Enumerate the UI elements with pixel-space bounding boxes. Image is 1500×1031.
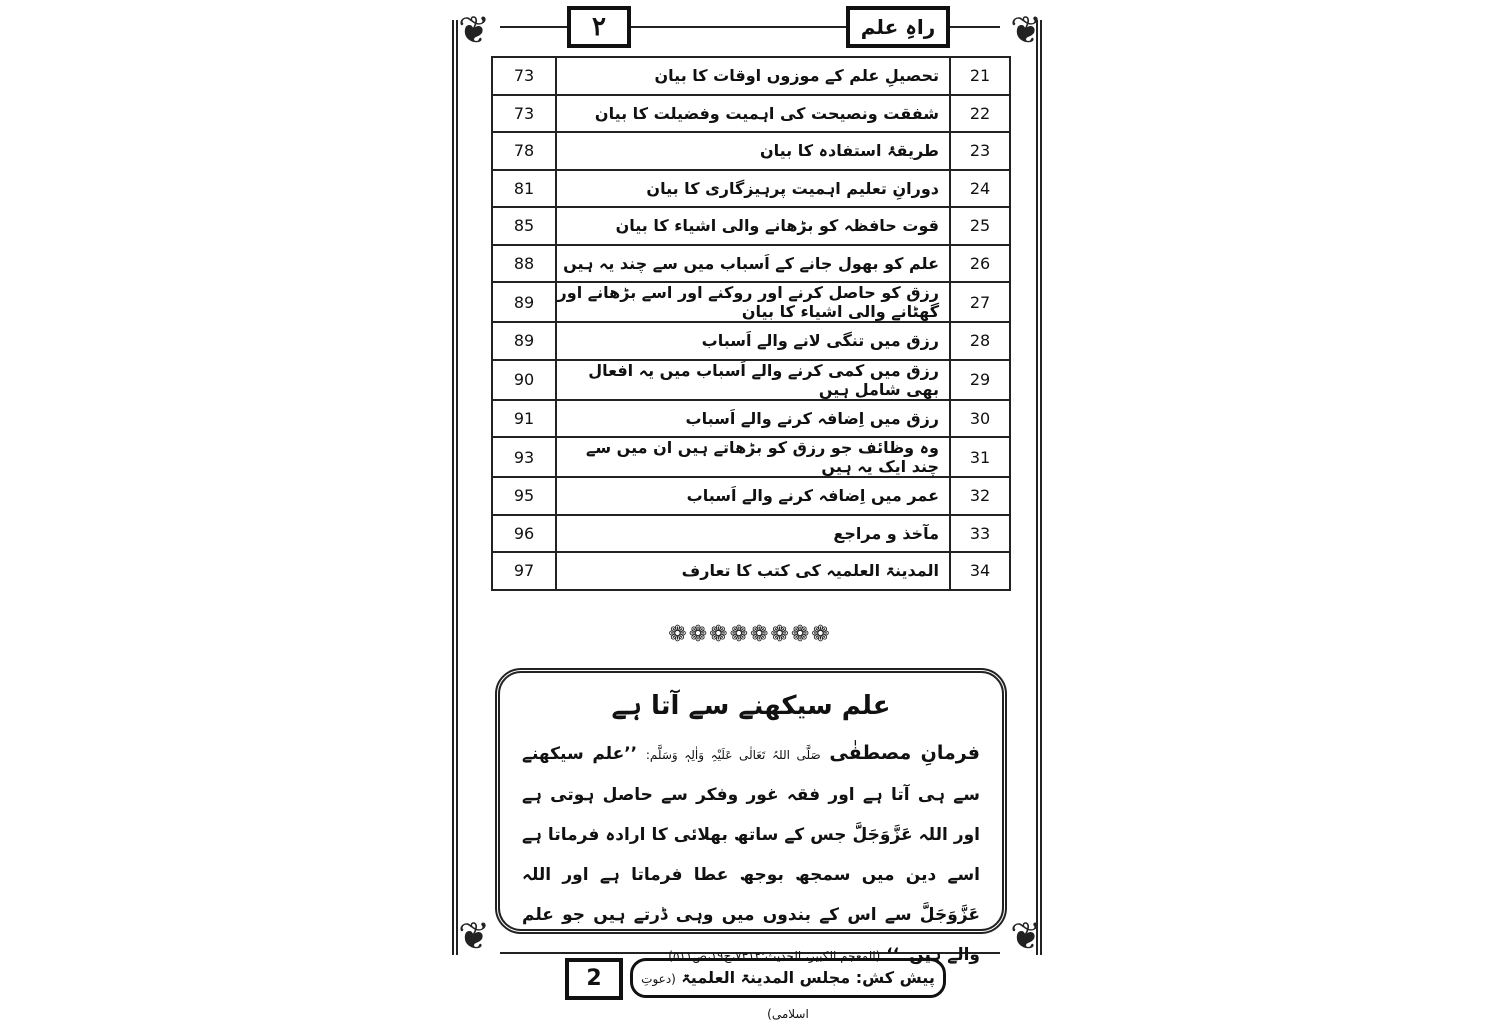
header-book-title: راہِ علم bbox=[846, 6, 950, 48]
toc-entry-number: 24 bbox=[950, 170, 1010, 208]
book-page bbox=[440, 0, 1060, 1021]
toc-row bbox=[492, 207, 1010, 245]
toc-row bbox=[492, 57, 1010, 95]
table-of-contents bbox=[491, 56, 1011, 591]
toc-entry-number: 33 bbox=[950, 515, 1010, 553]
toc-entry-title: المدینۃ العلمیہ کی کتب کا تعارف bbox=[556, 552, 950, 590]
toc-row bbox=[492, 170, 1010, 208]
hadith-lead: فرمانِ مصطفٰی bbox=[829, 742, 980, 764]
toc-entry-title: شفقت ونصیحت کی اہمیت وفضیلت کا بیان bbox=[556, 95, 950, 133]
toc-row bbox=[492, 360, 1010, 400]
toc-entry-title: تحصیلِ علم کے موزوں اوقات کا بیان bbox=[556, 57, 950, 95]
toc-page-number: 81 bbox=[492, 170, 556, 208]
toc-page-number: 90 bbox=[492, 360, 556, 400]
corner-ornament-icon: ❦ bbox=[1010, 8, 1042, 52]
toc-page-number: 85 bbox=[492, 207, 556, 245]
toc-entry-number: 30 bbox=[950, 400, 1010, 438]
toc-entry-number: 32 bbox=[950, 477, 1010, 515]
toc-row bbox=[492, 552, 1010, 590]
toc-entry-title: قوت حافظہ کو بڑھانے والی اشیاء کا بیان bbox=[556, 207, 950, 245]
toc-entry-title: رزق میں تنگی لانے والے اَسباب bbox=[556, 322, 950, 360]
toc-entry-number: 31 bbox=[950, 437, 1010, 477]
toc-page-number: 97 bbox=[492, 552, 556, 590]
toc-page-number: 89 bbox=[492, 322, 556, 360]
hadith-text: ’’علم سیکھنے سے ہی آتا ہے اور فقہ غور وفکر سے حاصل ہوتی ہے اور اللہ عَزَّوَجَلَّ جس کے ساتھ بھلائی کا ارادہ فرماتا ہے اسے دین میں سمجھ بوجھ عطا فرماتا ہے اور اللہ عَزَّوَجَلَّ سے اس کے بندوں میں وہی ڈرتے ہیں جو علم والے ہیں۔‘‘ bbox=[522, 744, 980, 965]
toc-entry-number: 21 bbox=[950, 57, 1010, 95]
toc-row bbox=[492, 132, 1010, 170]
toc-entry-number: 28 bbox=[950, 322, 1010, 360]
toc-entry-number: 26 bbox=[950, 245, 1010, 283]
hadith-title: علم سیکھنے سے آتا ہے bbox=[611, 691, 891, 721]
toc-entry-number: 25 bbox=[950, 207, 1010, 245]
toc-entry-title: رزق میں کمی کرنے والے اَسباب میں یہ افعال بھی شامل ہیں bbox=[556, 360, 950, 400]
toc-entry-number: 22 bbox=[950, 95, 1010, 133]
toc-page-number: 95 bbox=[492, 477, 556, 515]
hadith-body bbox=[522, 733, 980, 976]
toc-entry-title: رزق کو حاصل کرنے اور روکنے اور اسے بڑھانے اور گھٹانے والی اشیاء کا بیان bbox=[556, 282, 950, 322]
toc-page-number: 91 bbox=[492, 400, 556, 438]
header-page-number: ٢ bbox=[567, 6, 631, 48]
divider-ornament: ❁❁❁❁❁❁❁❁ bbox=[668, 622, 832, 647]
toc-row bbox=[492, 282, 1010, 322]
toc-row bbox=[492, 437, 1010, 477]
hadith-box bbox=[495, 668, 1007, 965]
footer-presenter-label: پیش کش: مجلس المدینۃ العلمیۃ bbox=[681, 968, 935, 987]
toc-page-number: 73 bbox=[492, 95, 556, 133]
toc-entry-number: 27 bbox=[950, 282, 1010, 322]
hadith-reference: (المعجم الکبیر، الحدیث:۷۳۱۲،ج۱۹،ص۵۱۱) bbox=[668, 949, 881, 963]
toc-entry-title: دورانِ تعلیم اہمیت پرہیزگاری کا بیان bbox=[556, 170, 950, 208]
corner-ornament-icon: ❦ bbox=[458, 914, 490, 958]
footer-page-number: 2 bbox=[565, 958, 623, 1000]
toc-page-number: 88 bbox=[492, 245, 556, 283]
toc-entry-number: 29 bbox=[950, 360, 1010, 400]
toc-entry-title: عمر میں اِضافہ کرنے والے اَسباب bbox=[556, 477, 950, 515]
toc-entry-title: طریقۂ استفادہ کا بیان bbox=[556, 132, 950, 170]
corner-ornament-icon: ❦ bbox=[458, 8, 490, 52]
toc-row bbox=[492, 245, 1010, 283]
footer-presenter bbox=[630, 958, 946, 1021]
toc-entry-title: علم کو بھول جانے کے اَسباب میں سے چند یہ ہیں bbox=[556, 245, 950, 283]
toc-entry-title: رزق میں اِضافہ کرنے والے اَسباب bbox=[556, 400, 950, 438]
toc-entry-title: وہ وظائف جو رزق کو بڑھاتے ہیں ان میں سے چند ایک یہ ہیں bbox=[556, 437, 950, 477]
toc-page-number: 96 bbox=[492, 515, 556, 553]
toc-entry-title: مآخذ و مراجع bbox=[556, 515, 950, 553]
toc-page-number: 89 bbox=[492, 282, 556, 322]
toc-row bbox=[492, 400, 1010, 438]
toc-row bbox=[492, 322, 1010, 360]
toc-page-number: 73 bbox=[492, 57, 556, 95]
corner-ornament-icon: ❦ bbox=[1010, 914, 1042, 958]
toc-row bbox=[492, 95, 1010, 133]
footer-org: (دعوتِ اسلامی) bbox=[641, 972, 809, 1021]
toc-page-number: 93 bbox=[492, 437, 556, 477]
toc-row bbox=[492, 515, 1010, 553]
toc-page-number: 78 bbox=[492, 132, 556, 170]
toc-entry-number: 34 bbox=[950, 552, 1010, 590]
toc-entry-number: 23 bbox=[950, 132, 1010, 170]
toc-row bbox=[492, 477, 1010, 515]
hadith-salutation: صَلَّی اللہُ تَعَالٰی عَلَیْہِ وَاٰلِہٖ وَسَلَّم: bbox=[645, 748, 821, 762]
